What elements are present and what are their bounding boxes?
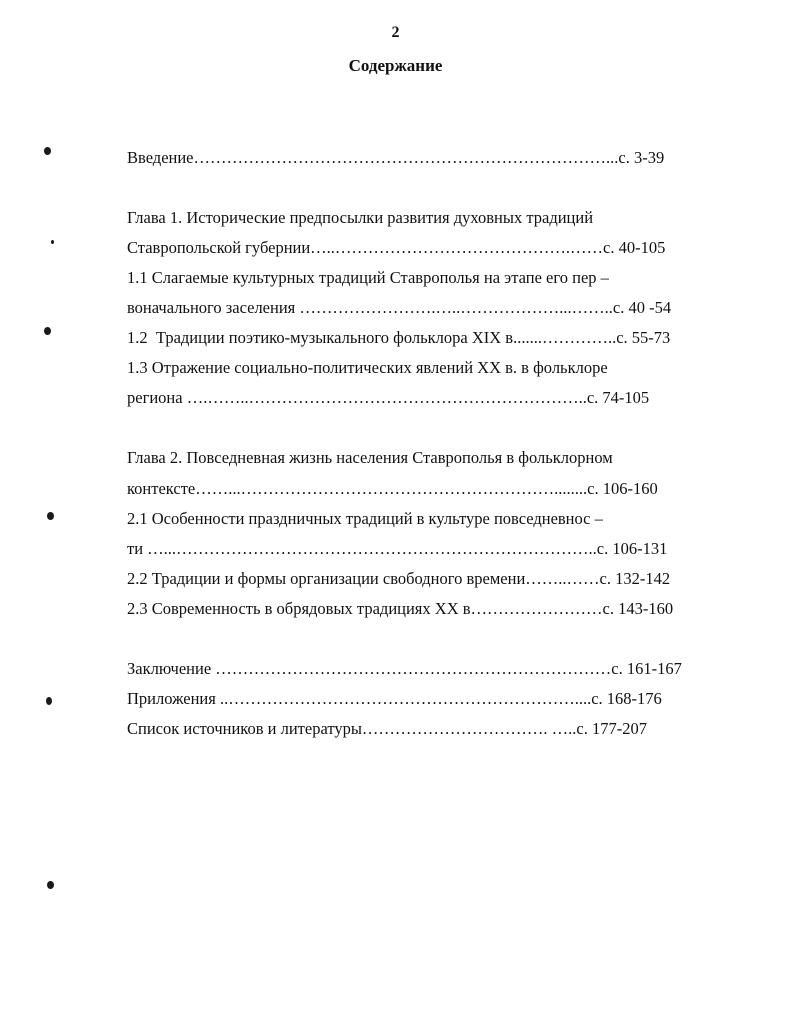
toc-chapter1-line2: Ставропольской губернии…..…………………………………….……с. 40-105 bbox=[127, 238, 666, 257]
toc-chapter2-line1: Глава 2. Повседневная жизнь населения Ставрополья в фольклорном bbox=[127, 448, 613, 467]
toc-conclusion: Заключение ………………………………………………………………с. 161-167 bbox=[127, 659, 682, 678]
scan-speck bbox=[44, 147, 51, 155]
toc-section-1-1-line2: воначального заселения …………………….…..………………...……..с. 40 -54 bbox=[127, 298, 672, 317]
toc-appendix: Приложения ..………………………………………………………....с. 168-176 bbox=[127, 689, 662, 708]
page-title: Содержание bbox=[348, 56, 443, 75]
scan-speck bbox=[46, 697, 52, 705]
scan-speck bbox=[44, 327, 51, 335]
toc-section-2-1-line1: 2.1 Особенности праздничных традиций в культуре повседневнос – bbox=[127, 509, 603, 528]
toc-chapter1-line1: Глава 1. Исторические предпосылки развития духовных традиций bbox=[127, 208, 594, 227]
toc-intro: Введение…………………………………………………………………...с. 3-39 bbox=[127, 148, 665, 167]
toc-section-1-1-line1: 1.1 Слагаемые культурных традиций Ставрополья на этапе его пер – bbox=[127, 268, 609, 287]
scan-speck bbox=[47, 512, 54, 520]
toc-section-2-2: 2.2 Традиции и формы организации свободного времени……..……с. 132-142 bbox=[127, 569, 671, 588]
toc-section-2-3: 2.3 Современность в обрядовых традициях XX в……………………с. 143-160 bbox=[127, 599, 674, 618]
toc-section-1-2: 1.2 Традиции поэтико-музыкального фольклора XIX в.......…………..с. 55-73 bbox=[127, 328, 671, 347]
toc-section-2-1-line2: ти …...…………………………………………………………………..с. 106-131 bbox=[127, 539, 668, 558]
toc-section-1-3-line1: 1.3 Отражение социально-политических явлений XX в. в фольклоре bbox=[127, 358, 608, 377]
toc-sources: Список источников и литературы……………………………. …..с. 177-207 bbox=[127, 719, 647, 738]
scan-speck bbox=[47, 881, 54, 889]
page-number: 2 bbox=[391, 24, 400, 41]
scan-speck bbox=[51, 240, 54, 244]
toc-section-1-3-line2: региона ….……..……………………………………………………..с. 74-105 bbox=[127, 388, 650, 407]
toc-chapter2-line2: контексте……...…………………………………………………........с. 106-160 bbox=[127, 479, 658, 498]
